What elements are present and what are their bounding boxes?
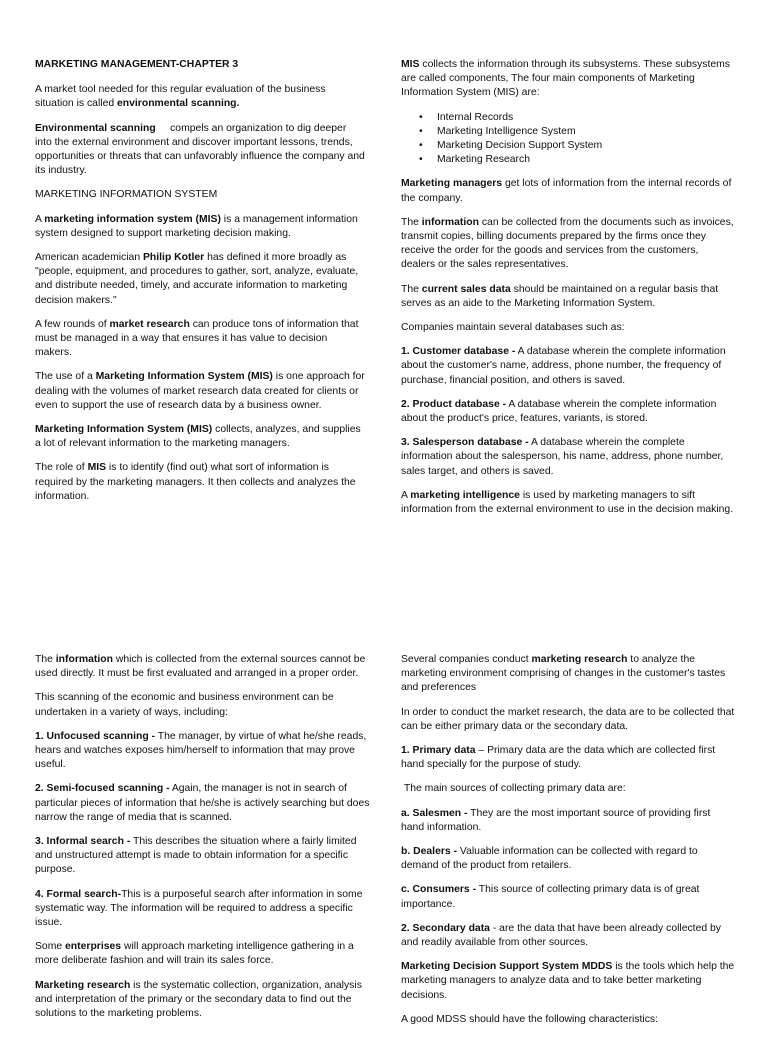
paragraph: Marketing Information System (MIS) collects, analyzes, and supplies a lot of relevant information to the marketing managers. [35, 424, 361, 450]
paragraph: 1. Unfocused scanning - The manager, by virtue of what he/she reads, hears and watches exposes him/herself to information that may prove useful. [35, 730, 367, 771]
paragraph: A market tool needed for this regular evaluation of the business situation is called environmental scanning. [35, 84, 326, 110]
paragraph: A marketing information system (MIS) is a management information system designed to support marketing decision making. [35, 213, 358, 239]
paragraph: The main sources of collecting primary data are: [401, 783, 626, 795]
paragraph: The information which is collected from the external sources cannot be used directly. It must be first evaluated and arranged in a proper order. [35, 654, 366, 680]
paragraph: 4. Formal search-This is a purposeful search after information in some systematic way. The information will be required to address a specific issue. [35, 888, 363, 929]
paragraph: MIS collects the information through its subsystems. These subsystems are called components, The four main components of Marketing Information System (MIS) are: [401, 59, 730, 99]
paragraph: 2. Secondary data - are the data that have been already collected by and readily available from other sources. [401, 922, 721, 949]
column-bottom-left [35, 653, 370, 1031]
paragraph: 1. Customer database - A database wherein the complete information about the customer's name, address, phone number, the frequency of purchase, financial position, and others is saved. [401, 346, 726, 386]
paragraph: This scanning of the economic and business environment can be undertaken in a variety of ways, including: [35, 692, 334, 718]
paragraph: The current sales data should be maintained on a regular basis that serves as an aide to the Marketing Information System. [401, 283, 719, 309]
paragraph: A good MDSS should have the following characteristics: [401, 1013, 659, 1025]
paragraph: A marketing intelligence is used by marketing managers to sift information from the external environment to use in the decision making. [401, 489, 734, 516]
list-item: • Marketing Decision Support System [437, 139, 735, 153]
list-item: • Marketing Intelligence System [437, 125, 735, 139]
paragraph: 3. Informal search - This describes the situation where a fairly limited and unstructured attempt is made to obtain information for a specific purpose. [35, 836, 357, 876]
paragraph: 2. Product database - A database wherein the complete information about the product's price, features, variants, is stored. [401, 398, 717, 425]
paragraph: 2. Semi-focused scanning - Again, the manager is not in search of particular pieces of information that he/she is actively searching but does narrow the range of media that is scanned. [35, 783, 370, 823]
paragraph: The role of MIS is to identify (find out) what sort of information is required by the marketing managers. It then collects and analyzes the information. [35, 462, 356, 502]
paragraph: The information can be collected from the documents such as invoices, transmit copies, billing documents prepared by the firms once they receive the order for the goods and services from the customers, dealers or the sales representatives. [401, 216, 734, 271]
paragraph: 1. Primary data – Primary data are the data which are collected first hand specially for the purpose of study. [401, 745, 716, 771]
paragraph: Companies maintain several databases such as: [401, 322, 625, 334]
paragraph: Some enterprises will approach marketing intelligence gathering in a more deliberate fashion and will train its sales force. [35, 941, 354, 967]
paragraph: American academician Philip Kotler has defined it more broadly as "people, equipment, and procedures to gather, sort, analyze, evaluate, and distribute needed, timely, and accurate information to marketing decision makers." [35, 252, 359, 306]
column-top-left [35, 58, 368, 514]
column-bottom-right [401, 653, 735, 1037]
paragraph: In order to conduct the market research, the data are to be collected that can be either primary data or the secondary data. [401, 706, 735, 732]
page-title: MARKETING MANAGEMENT-CHAPTER 3 [35, 59, 239, 70]
components-list [401, 111, 735, 168]
column-top-right [401, 58, 735, 527]
section-heading: MARKETING INFORMATION SYSTEM [35, 189, 218, 201]
paragraph: Several companies conduct marketing research to analyze the marketing environment comprising of changes in the customer's tastes and preferences [401, 654, 726, 694]
paragraph: Marketing research is the systematic collection, organization, analysis and interpretation of the primary or the secondary data to find out the solutions to the marketing problems. [35, 979, 362, 1020]
paragraph: Environmental scanning compels an organization to dig deeper into the external environment and discover important lessons, trends, opportunities or threats that can unfavorably influence the company and its industry. [35, 122, 368, 177]
paragraph: 3. Salesperson database - A database wherein the complete information about the salesperson, his name, address, phone number, sales target, and others is saved. [401, 437, 724, 477]
list-item: • Marketing Research [437, 153, 735, 167]
paragraph: c. Consumers - This source of collecting primary data is of great importance. [401, 884, 700, 910]
paragraph: b. Dealers - Valuable information can be collected with regard to demand of the product from retailers. [401, 846, 698, 872]
list-item: • Internal Records [437, 111, 735, 125]
paragraph: Marketing managers get lots of information from the internal records of the company. [401, 178, 732, 204]
paragraph: a. Salesmen - They are the most important source of providing first hand information. [401, 807, 711, 833]
paragraph: The use of a Marketing Information System (MIS) is one approach for dealing with the volumes of market research data created for clients or even to support the use of research data by a business owner. [35, 371, 365, 411]
paragraph: A few rounds of market research can produce tons of information that must be managed in a way that ensures it has value to decision makers. [35, 318, 359, 359]
paragraph: Marketing Decision Support System MDDS is the tools which help the marketing managers to analyze data and to take better marketing decisions. [401, 961, 735, 1001]
